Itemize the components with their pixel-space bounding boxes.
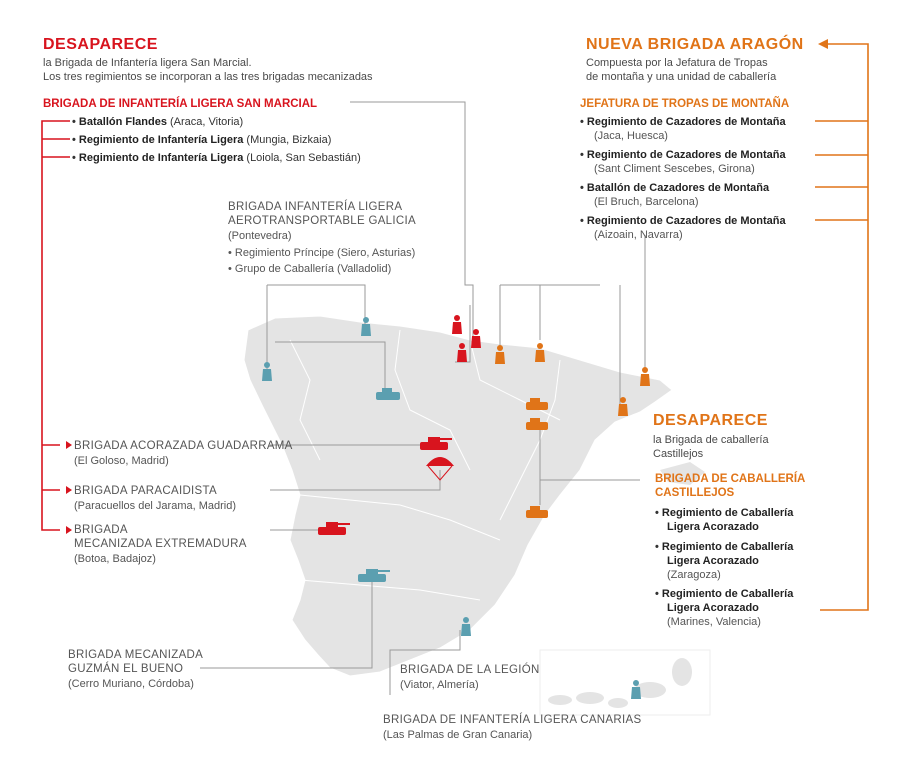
- galicia-unit-1: • Regimiento Príncipe (Siero, Asturias): [228, 247, 416, 259]
- orange-arrow: [818, 39, 828, 49]
- extremadura-loc: (Botoa, Badajoz): [74, 553, 156, 565]
- canarias-loc: (Las Palmas de Gran Canaria): [383, 729, 533, 741]
- galicia-title-1: BRIGADA INFANTERÍA LIGERA: [228, 201, 403, 213]
- montana-unit-1: • Regimiento de Cazadores de Montaña: [580, 115, 786, 129]
- montana-unit-3: • Batallón de Cazadores de Montaña: [580, 181, 769, 195]
- orange-bracket: [815, 44, 868, 610]
- castillejos-desc-2: Castillejos: [653, 448, 704, 460]
- red-arrows: [66, 441, 72, 534]
- castillejos-unit-3-loc: (Marines, Valencia): [667, 616, 761, 628]
- san-marcial-unit-2: • Regimiento de Infantería Ligera (Mungia, Bizkaia): [72, 133, 331, 147]
- castillejos-unit-3: • Regimiento de Caballería: [655, 587, 793, 601]
- montana-unit-4: • Regimiento de Cazadores de Montaña: [580, 214, 786, 228]
- legion-title: BRIGADA DE LA LEGIÓN: [400, 664, 540, 676]
- extremadura-title-1: BRIGADA: [74, 524, 128, 536]
- guadarrama-title: BRIGADA ACORAZADA GUADARRAMA: [74, 440, 293, 452]
- left-desc-2: Los tres regimientos se incorporan a las tres brigadas mecanizadas: [43, 71, 373, 83]
- castillejos-unit-3-l2: Ligera Acorazado: [667, 602, 759, 614]
- castillejos-unit-1: • Regimiento de Caballería: [655, 506, 793, 520]
- aragon-desc-1: Compuesta por la Jefatura de Tropas: [586, 57, 768, 69]
- canarias-title: BRIGADA DE INFANTERÍA LIGERA CANARIAS: [383, 714, 642, 726]
- montana-unit-1-loc: (Jaca, Huesca): [594, 130, 668, 142]
- galicia-loc: (Pontevedra): [228, 230, 292, 242]
- guzman-loc: (Cerro Muriano, Córdoba): [68, 678, 194, 690]
- aragon-desc-2: de montaña y una unidad de caballería: [586, 71, 777, 83]
- castillejos-unit-2-loc: (Zaragoza): [667, 569, 721, 581]
- soldier-icon-b4: [631, 680, 641, 699]
- guzman-title-1: BRIGADA MECANIZADA: [68, 649, 204, 661]
- canary-islands: [548, 658, 692, 708]
- guzman-title-2: GUZMÁN EL BUENO: [68, 663, 184, 675]
- aragon-title: NUEVA BRIGADA ARAGÓN: [586, 36, 804, 53]
- paracaidista-loc: (Paracuellos del Jarama, Madrid): [74, 500, 237, 512]
- guadarrama-loc: (El Goloso, Madrid): [74, 455, 169, 467]
- montana-unit-4-loc: (Aizoain, Navarra): [594, 229, 683, 241]
- san-marcial-title: BRIGADA DE INFANTERÍA LIGERA SAN MARCIAL: [43, 98, 318, 110]
- castillejos-unit-1-l2: Ligera Acorazado: [667, 521, 759, 533]
- san-marcial-unit-3: • Regimiento de Infantería Ligera (Loiola, San Sebastián): [72, 151, 361, 165]
- castillejos-desc-1: la Brigada de caballería: [653, 434, 769, 446]
- castillejos-unit-2: • Regimiento de Caballería: [655, 540, 793, 554]
- castillejos-unit-2-l2: Ligera Acorazado: [667, 555, 759, 567]
- extremadura-title-2: MECANIZADA EXTREMADURA: [74, 538, 247, 550]
- soldier-icon-b1: [361, 317, 371, 336]
- galicia-title-2: AEROTRANSPORTABLE GALICIA: [228, 215, 416, 227]
- galicia-unit-2: • Grupo de Caballería (Valladolid): [228, 263, 392, 275]
- left-desc-1: la Brigada de Infantería ligera San Marcial.: [43, 57, 252, 69]
- montana-unit-2-loc: (Sant Climent Sescebes, Girona): [594, 163, 755, 175]
- soldier-icon-o3: [640, 367, 650, 386]
- soldier-icon-o2: [535, 343, 545, 362]
- castillejos-title-1: BRIGADA DE CABALLERÍA: [655, 473, 806, 485]
- legion-loc: (Viator, Almería): [400, 679, 479, 691]
- left-title: DESAPARECE: [43, 36, 158, 53]
- montana-unit-3-loc: (El Bruch, Barcelona): [594, 196, 699, 208]
- montana-title: JEFATURA DE TROPAS DE MONTAÑA: [580, 98, 790, 110]
- red-bracket: [42, 121, 70, 530]
- castillejos-header-title: DESAPARECE: [653, 412, 768, 429]
- san-marcial-unit-1: • Batallón Flandes (Araca, Vitoria): [72, 115, 243, 129]
- montana-unit-2: • Regimiento de Cazadores de Montaña: [580, 148, 786, 162]
- paracaidista-title: BRIGADA PARACAIDISTA: [74, 485, 217, 497]
- castillejos-title-2: CASTILLEJOS: [655, 487, 735, 499]
- soldier-icon-1: [452, 315, 462, 334]
